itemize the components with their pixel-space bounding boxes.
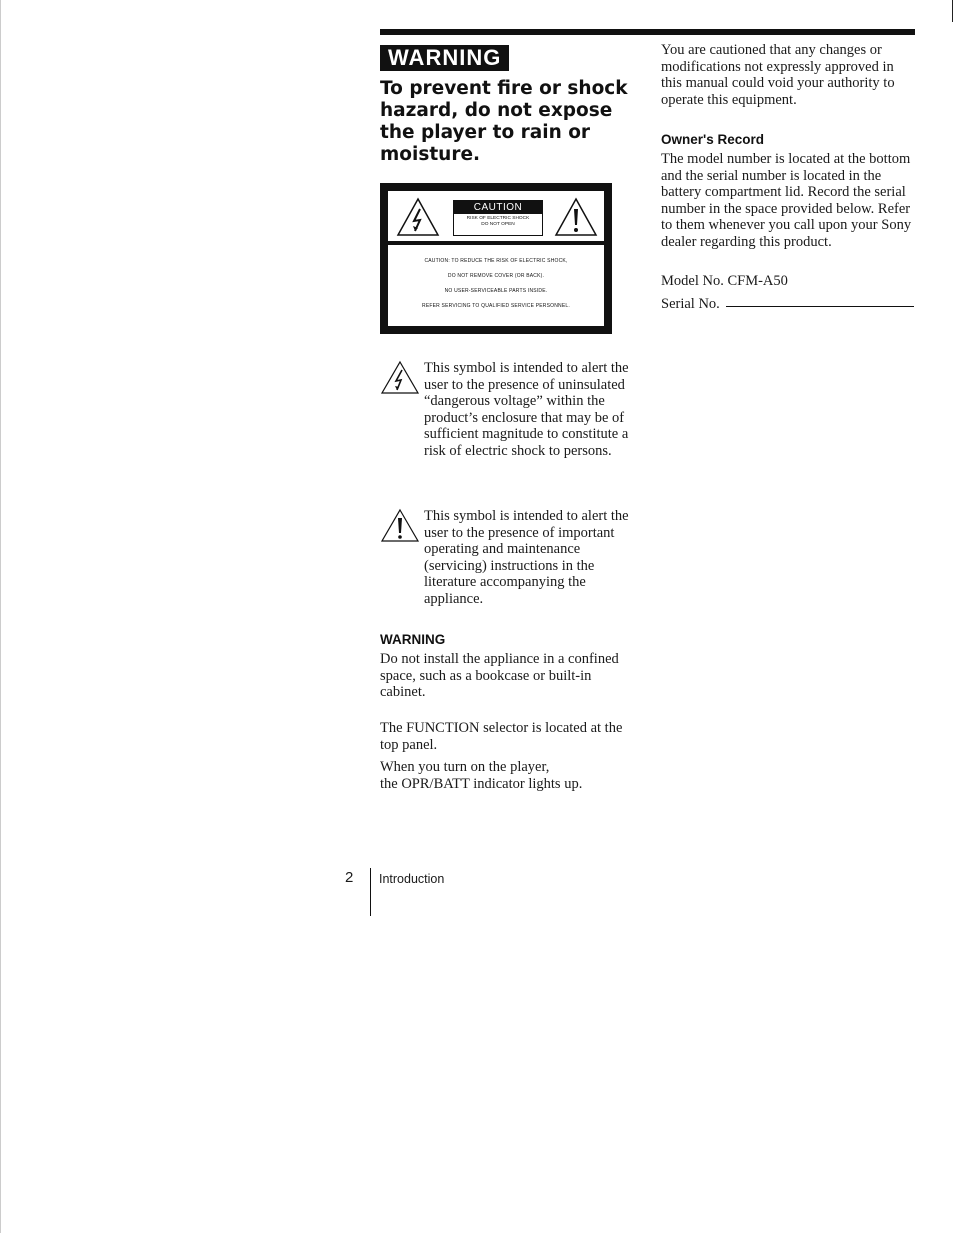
exclamation-triangle-icon — [380, 508, 420, 544]
caution-sub-1: RISK OF ELECTRIC SHOCK — [466, 216, 530, 221]
warning-heading: WARNING — [380, 632, 446, 647]
opr-line-1: When you turn on the player, — [380, 759, 550, 775]
symbol-text: This symbol is intended to alert the user to the presence of uninsulated “dangerous voltage” within the product’s enclosure that may be of sufficient magnitude to constitute a risk of electric shock to persons. — [424, 360, 629, 459]
caution-label — [380, 183, 612, 334]
caution-label-text — [388, 245, 604, 326]
symbol-explanation-exclamation — [380, 508, 630, 608]
symbol-text: This symbol is intended to alert the user to the presence of important operating and maintenance (servicing) instructions in the literature accompanying the appliance. — [424, 508, 629, 607]
footer-divider — [370, 868, 371, 916]
serial-number-blank — [726, 306, 914, 307]
caution-label-top — [388, 191, 604, 241]
caution-line: NO USER-SERVICEABLE PARTS INSIDE. — [444, 288, 548, 294]
owners-record-text: The model number is located at the bottom and the serial number is located in the battery compartment lid. Record the serial number in the space provided below. Refer to them whenever you call upon your Sony dealer regarding this product. — [661, 151, 912, 250]
opr-line-2: the OPR/BATT indicator lights up. — [380, 775, 583, 792]
owners-record-heading: Owner's Record — [661, 132, 764, 147]
top-rule — [380, 29, 915, 35]
serial-number-label: Serial No. — [661, 296, 720, 312]
warning-text: Do not install the appliance in a confined space, such as a bookcase or built-in cabinet. — [380, 651, 619, 700]
section-name: Introduction — [379, 872, 445, 886]
exclamation-triangle-icon — [554, 197, 598, 237]
page-edge — [0, 0, 1, 1233]
page-edge-mark — [952, 0, 953, 22]
page-number: 2 — [345, 869, 354, 886]
caution-title: CAUTION — [454, 201, 542, 214]
caution-center-panel — [453, 200, 543, 236]
warning-banner: WARNING — [380, 45, 509, 71]
headline: To prevent fire or shock hazard, do not expose the player to rain or moisture. — [380, 78, 628, 165]
lightning-triangle-icon — [380, 360, 420, 396]
opr-text — [380, 759, 640, 792]
caution-line: REFER SERVICING TO QUALIFIED SERVICE PERSONNEL. — [422, 303, 570, 309]
lightning-triangle-icon — [396, 197, 440, 237]
model-number: Model No. CFM-A50 — [661, 273, 788, 289]
caution-sub-2: DO NOT OPEN — [481, 222, 515, 227]
caution-line: CAUTION: TO REDUCE THE RISK OF ELECTRIC SHOCK, — [424, 258, 568, 264]
modification-caution: You are cautioned that any changes or modifications not expressly approved in this manual could void your authority to operate this equipment. — [661, 42, 895, 108]
symbol-explanation-lightning — [380, 360, 630, 500]
function-text: The FUNCTION selector is located at the top panel. — [380, 720, 623, 753]
caution-line: DO NOT REMOVE COVER (OR BACK). — [447, 273, 545, 279]
